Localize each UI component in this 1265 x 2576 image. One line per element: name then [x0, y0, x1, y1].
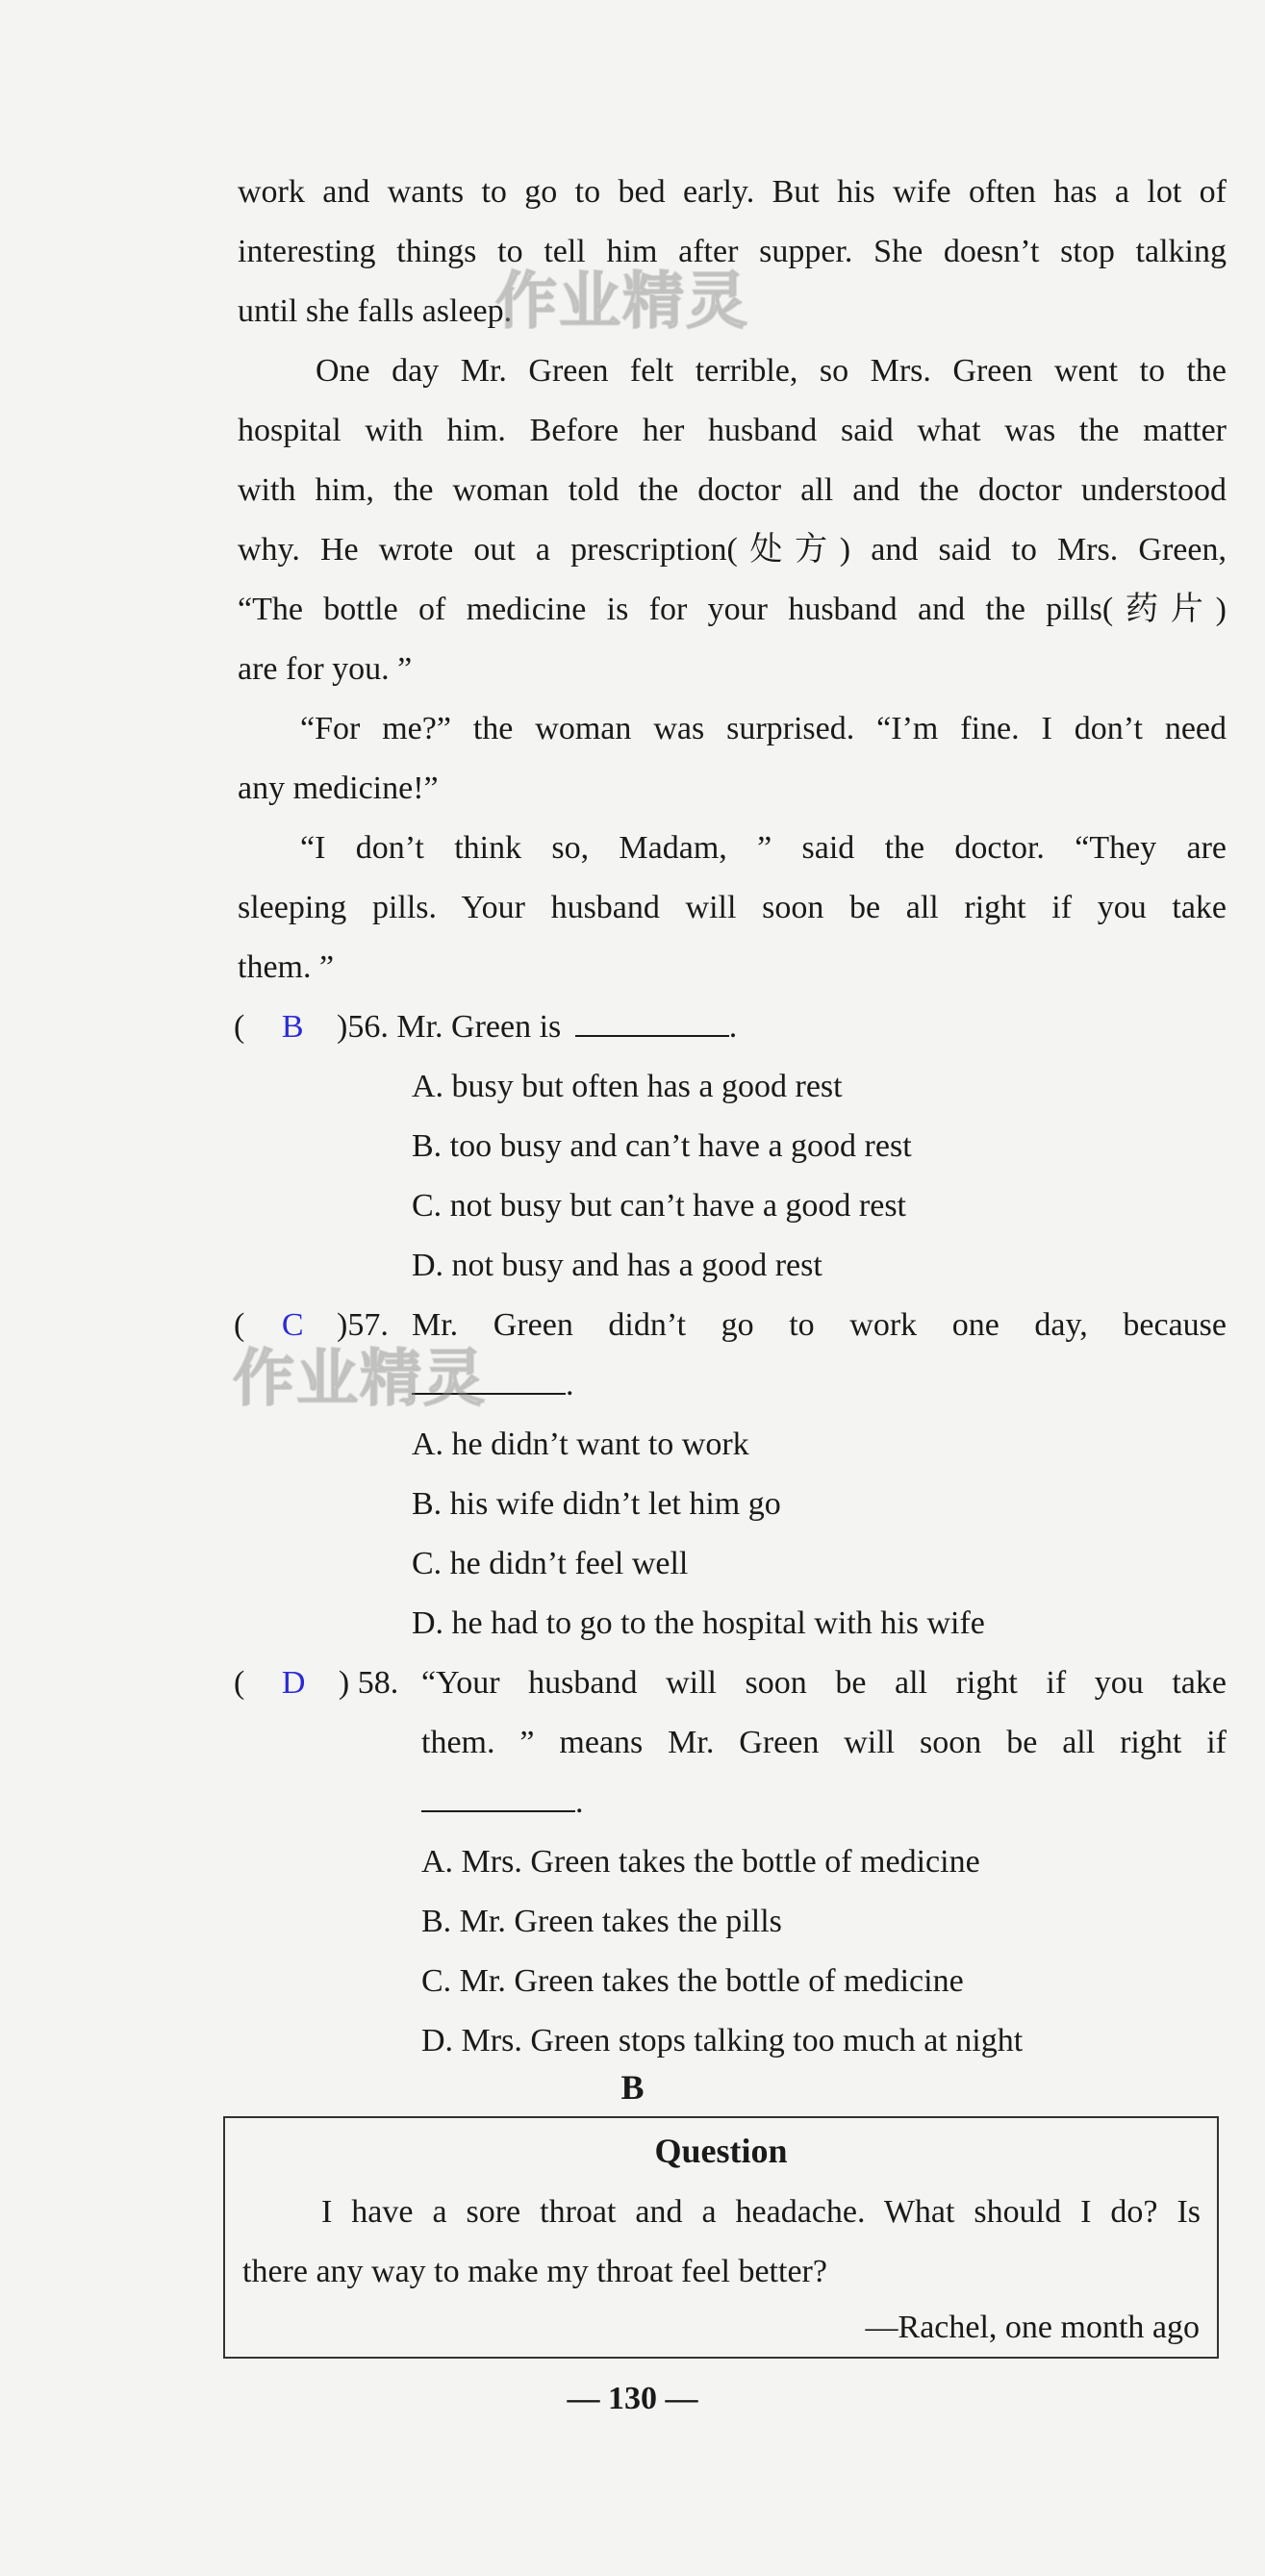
question-57 — [234, 1304, 389, 1347]
stem-tail: . — [728, 1009, 738, 1045]
passage-line: any medicine!” — [238, 770, 439, 806]
question-57-blank-line — [412, 1364, 574, 1406]
question-box-line: there any way to make my throat feel better? — [242, 2254, 827, 2289]
passage-line: with him, the woman told the doctor all and the doctor understood — [238, 472, 1227, 508]
stem-tail: . — [575, 1784, 584, 1820]
stem-tail: . — [566, 1367, 574, 1402]
answer-56: B — [281, 1009, 304, 1045]
passage-line: are for you. ” — [238, 651, 413, 687]
passage-line: One day Mr. Green felt terrible, so Mrs. Green went to the — [316, 353, 1227, 389]
question-stem: Mr. Green is — [396, 1009, 562, 1045]
option-a: A. busy but often has a good rest — [412, 1069, 843, 1104]
question-56 — [234, 1006, 737, 1048]
question-box-line: I have a sore throat and a headache. What should I do? Is — [321, 2194, 1201, 2230]
question-box-signature: —Rachel, one month ago — [865, 2310, 1200, 2345]
watermark: 作业精灵 — [233, 1344, 487, 1415]
open-paren: ( — [234, 1307, 245, 1343]
question-number: )57. — [337, 1307, 389, 1343]
question-box — [223, 2116, 1219, 2359]
option-a: A. he didn’t want to work — [412, 1427, 749, 1462]
passage-line: interesting things to tell him after supper. She doesn’t stop talking — [238, 234, 1227, 269]
passage-line: hospital with him. Before her husband said what was the matter — [238, 413, 1227, 448]
option-d: D. not busy and has a good rest — [412, 1248, 822, 1283]
open-paren: ( — [234, 1009, 245, 1045]
section-heading-b: B — [620, 2068, 645, 2107]
option-b: B. Mr. Green takes the pills — [421, 1904, 782, 1939]
passage-line: sleeping pills. Your husband will soon be all right if you take — [238, 890, 1227, 925]
option-c: C. he didn’t feel well — [412, 1546, 689, 1581]
question-stem: “Your husband will soon be all right if you take — [421, 1665, 1227, 1701]
question-stem: Mr. Green didn’t go to work one day, because — [412, 1307, 1227, 1343]
question-58-blank-line — [421, 1781, 584, 1824]
answer-blank — [575, 1006, 729, 1037]
option-d: D. Mrs. Green stops talking too much at night — [421, 2023, 1024, 2058]
answer-57: C — [281, 1307, 304, 1343]
option-c: C. Mr. Green takes the bottle of medicine — [421, 1963, 964, 1999]
passage-line: why. He wrote out a prescription(处方) and said to Mrs. Green, — [238, 532, 1227, 568]
open-paren: ( — [234, 1665, 245, 1701]
passage-line: them. ” — [238, 949, 335, 985]
question-stem: them. ” means Mr. Green will soon be all right if — [421, 1725, 1227, 1760]
answer-58: D — [281, 1665, 306, 1701]
watermark: 作业精灵 — [495, 266, 749, 338]
answer-blank — [421, 1781, 575, 1812]
question-number: ) 58. — [338, 1665, 399, 1701]
passage-line: work and wants to go to bed early. But his wife often has a lot of — [238, 174, 1227, 210]
passage-line: “The bottle of medicine is for your husband and the pills(药片) — [238, 592, 1227, 627]
page-number: — 130 — — [567, 2381, 698, 2416]
question-box-title: Question — [654, 2132, 788, 2170]
option-d: D. he had to go to the hospital with his wife — [412, 1605, 985, 1641]
option-b: B. too busy and can’t have a good rest — [412, 1128, 912, 1164]
passage-line: “I don’t think so, Madam, ” said the doctor. “They are — [300, 830, 1227, 866]
question-58 — [234, 1662, 398, 1705]
option-c: C. not busy but can’t have a good rest — [412, 1188, 907, 1224]
passage-line: until she falls asleep. — [238, 293, 513, 329]
question-number: )56. — [337, 1009, 389, 1045]
answer-blank — [412, 1364, 566, 1395]
passage-line: “For me?” the woman was surprised. “I’m fine. I don’t need — [300, 711, 1227, 746]
option-b: B. his wife didn’t let him go — [412, 1486, 781, 1522]
option-a: A. Mrs. Green takes the bottle of medicine — [421, 1844, 980, 1880]
